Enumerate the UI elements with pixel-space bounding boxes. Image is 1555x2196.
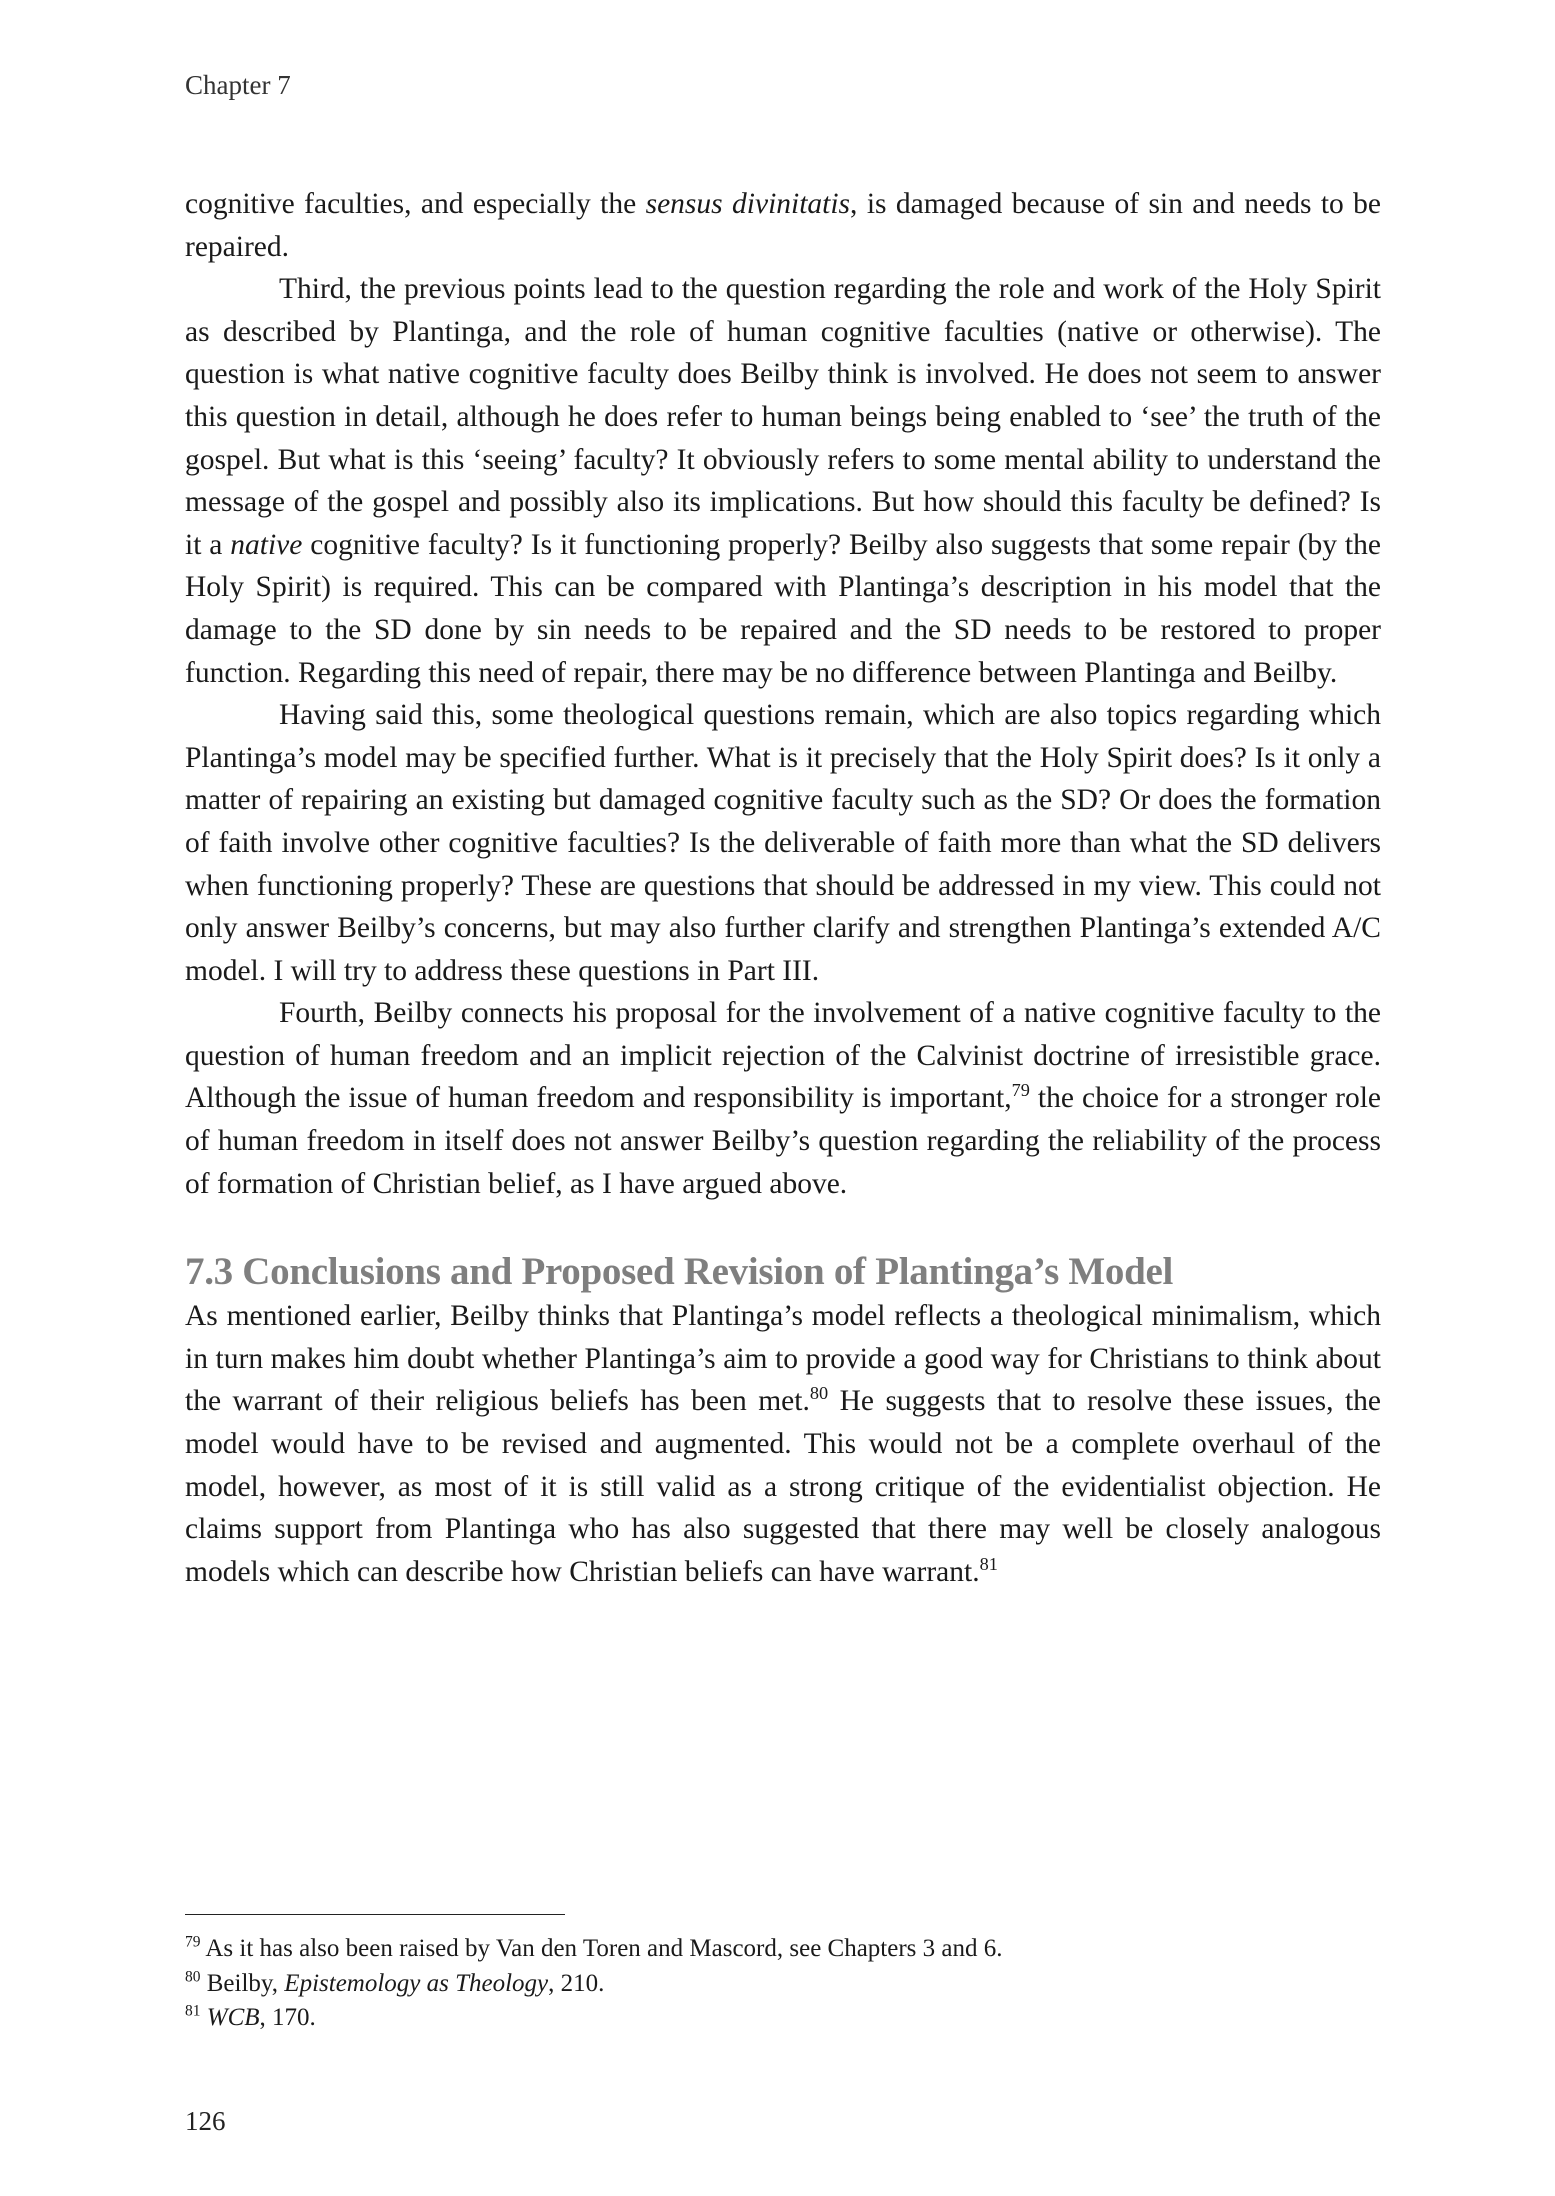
footnote-separator [185, 1914, 565, 1915]
spacer [185, 1205, 1381, 1249]
italic-text: sensus divinitatis [645, 188, 851, 220]
paragraph [185, 992, 1381, 1205]
footnote-ref: 80 [185, 1968, 201, 1986]
running-head: Chapter 7 [185, 70, 291, 100]
text-run: As mentioned earlier, Beilby thinks that Plantinga’s model reflects a theological minimalism, which in turn makes him doubt whether Plantinga’s aim to provide a good way for Christians to think about the warrant of their religious beliefs has been met. [185, 1300, 1381, 1418]
page-number: 126 [185, 2106, 226, 2136]
text-run: Beilby, [200, 1969, 285, 1997]
text-run: cognitive faculty? Is it functioning properly? Beilby also suggests that some repair (by the Holy Spirit) is required. This can be compared with Plantinga’s description in his model that the damage to the SD done by sin needs to be repaired and the SD needs to be restored to proper function. Regarding this need of repair, there may be no difference between Plantinga and Beilby. [185, 528, 1381, 689]
footnote-ref: 79 [1011, 1080, 1030, 1101]
text-run: , 210. [548, 1969, 605, 1997]
text-run: , 170. [259, 2004, 316, 2031]
main-text [185, 183, 1381, 1593]
text-run: As it has also been raised by Van den Toren and Mascord, see Chapters 3 and 6. [200, 1935, 1003, 1962]
text-run: He suggests that to resolve these issues, the model would have to be revised and augmented. This would not be a complete overhaul of the model, however, as most of it is still valid as a strong critique of the evidentialist objection. He claims support from Plantinga who has also suggested that there may well be closely analogous models which can describe how Christian beliefs can have warrant. [185, 1385, 1381, 1588]
italic-text: WCB [206, 2004, 260, 2031]
footnote-ref: 79 [185, 1933, 201, 1951]
text-run: cognitive faculties, and especially the [185, 188, 646, 220]
paragraph [185, 183, 1381, 268]
italic-text: native [230, 528, 303, 561]
footnotes [185, 1932, 1003, 2036]
paragraph [185, 694, 1381, 992]
footnote-ref: 81 [185, 2002, 201, 2020]
paragraph [185, 1295, 1381, 1593]
footnote-ref: 80 [809, 1383, 829, 1404]
text-run: Having said this, some theological questions remain, which are also topics regarding which Plantinga’s model may be specified further. What is it precisely that the Holy Spirit does? Is it only a matter of repairing an existing but damaged cognitive faculty such as the SD? Or does the formation of faith involve other cognitive faculties? Is the deliverable of faith more than what the SD delivers when functioning properly? These are questions that should be addressed in my view. This could not only answer Beilby’s concerns, but may also further clarify and strengthen Plantinga’s extended A/C model. I will try to address these questions in Part III. [185, 699, 1381, 987]
paragraph [185, 268, 1381, 694]
text-run: the choice for a stronger role of human freedom in itself does not answer Beilby’s question regarding the reliability of the process of formation of Christian belief, as I have argued above. [185, 1082, 1381, 1200]
text-run: Third, the previous points lead to the question regarding the role and work of the Holy Spirit as described by Plantinga, and the role of human cognitive faculties (native or otherwise). The question is what native cognitive faculty does Beilby think is involved. He does not seem to answer this question in detail, although he does refer to human beings being enabled to ‘see’ the truth of the gospel. But what is this ‘seeing’ faculty? It obviously refers to some mental ability to understand the message of the gospel and possibly also its implications. But how should this faculty be defined? Is it a [185, 273, 1381, 561]
text-run: Fourth, Beilby connects his proposal for the involvement of a native cognitive faculty to the question of human freedom and an implicit rejection of the Calvinist doctrine of irresistible grace. Although the issue of human freedom and responsibility is important, [185, 997, 1381, 1115]
footnote-ref: 81 [979, 1553, 998, 1574]
footnote [185, 1967, 1003, 2002]
italic-text: Epistemology as Theology [284, 1969, 549, 1997]
footnote [185, 1932, 1003, 1967]
text-run: 7.3 Conclusions and Proposed Revision of Plantinga’s Model [185, 1250, 1174, 1294]
footnote [185, 2001, 1003, 2036]
section-heading [185, 1249, 1381, 1295]
text-run: , is damaged because of sin and needs to be repaired. [185, 188, 1381, 263]
